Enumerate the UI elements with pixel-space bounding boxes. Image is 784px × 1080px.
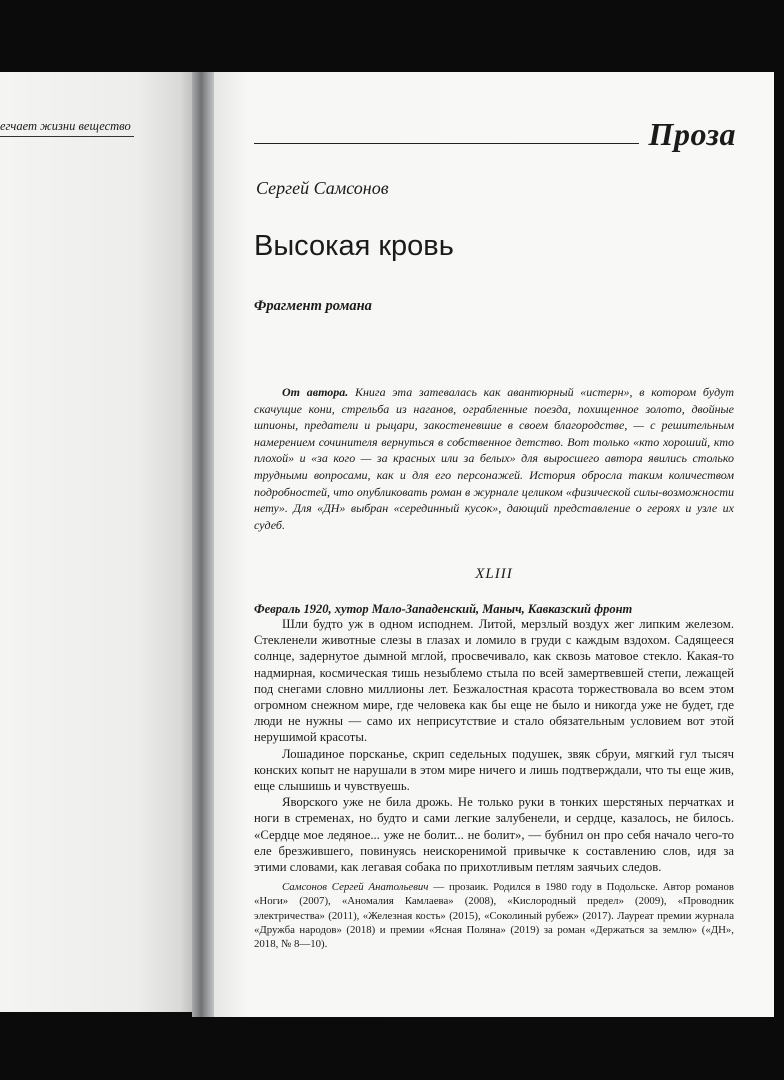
dateline: Февраль 1920, хутор Мало-Западенский, Маныч, Кавказский фронт: [254, 602, 633, 616]
footnote-name: Самсонов Сергей Анатольевич: [282, 881, 429, 893]
paragraph: Лошадиное порсканье, скрип седельных подушек, звяк сбруи, мягкий гул тысяч конских копыт не нарушали в этом мире ничего и лишь подтверждали, что ты еще жив, еще слышишь и чувствуешь.: [254, 746, 734, 794]
chapter-number: XLIII: [475, 566, 513, 582]
paragraph: Шли будто уж в одном исподнем. Литой, мерзлый воздух жег липким железом. Стекленели животные слезы в глазах и ломило в груди с каждым вздохом. Садящееся солнце, задернутое дымной мглой, просвечивало, как сквозь матовое стекло. Какая-то надмирная, космическая тишь незыблемо стыла по всей замертвевшей степи, лежащей под снегами словно миллионы лет. Безжалостная красота торжествовала во всем этом огромном снежном мире, где человека как бы еще не было и никогда уже не будет, где люди не нужны — само их неприсутствие и стало обязательным условием вот этой нерушимой красоты.: [254, 617, 734, 745]
author-footnote: [254, 880, 734, 951]
body-text: [254, 616, 734, 875]
section-label: Проза: [639, 116, 736, 152]
preface-lead: От автора.: [282, 385, 349, 399]
right-page: [214, 72, 774, 1017]
author-name: Сергей Самсонов: [256, 178, 389, 198]
left-running-head: егчает жизни вещество: [0, 118, 134, 137]
paragraph: Яворского уже не била дрожь. Не только руки в тонких шерстяных перчатках и ноги в стременах, но будто и сами легкие залубенели, и сердце, казалось, не билось. «Сердце мое ледяное... уже не болит... не болит», — бубнил он про себя начало чего-то еле брезжившего, повинуясь неискоренимой привычке к составлению слов, идя за этими словами, как легавая собака по прихотливым петлям заячьих следов.: [254, 795, 734, 875]
footnote-text: — прозаик. Родился в 1980 году в Подольске. Автор романов «Ноги» (2007), «Аномалия Камлаева» (2008), «Кислородный предел» (2009), «Проводник электричества» (2011), «Железная кость» (2015), «Соколиный рубеж» (2017). Лауреат премии журнала «Дружба народов» (2018) и премии «Ясная Поляна» (2019) за роман «Держаться за землю» («ДН», 2018, № 8—10).: [254, 881, 735, 951]
author-preface: [254, 384, 734, 533]
preface-text: Книга эта затевалась как авантюрный «истерн», в котором будут скачущие кони, стрельба из наганов, ограбленные поезда, похищенное золото, двойные шпионы, предатели и рыцари, закостеневшие в своем благородстве, — с решительным намерением сочинителя вернуться в собственное детство. Вот только «кто хороший, кто плохой» и «за кого — за красных или за белых» для выросшего автора явились столько трудными вопросами, как и для его персонажей. История обросла таким количеством подробностей, что опубликовать роман в журнале целиком «физической силы-возможности нету». Для «ДН» выбран «серединный кусок», дающий представление о героях и узле их судеб.: [254, 385, 734, 532]
subtitle: Фрагмент романа: [254, 298, 372, 314]
page-title: Высокая кровь: [254, 230, 454, 262]
left-page: [0, 72, 196, 1012]
